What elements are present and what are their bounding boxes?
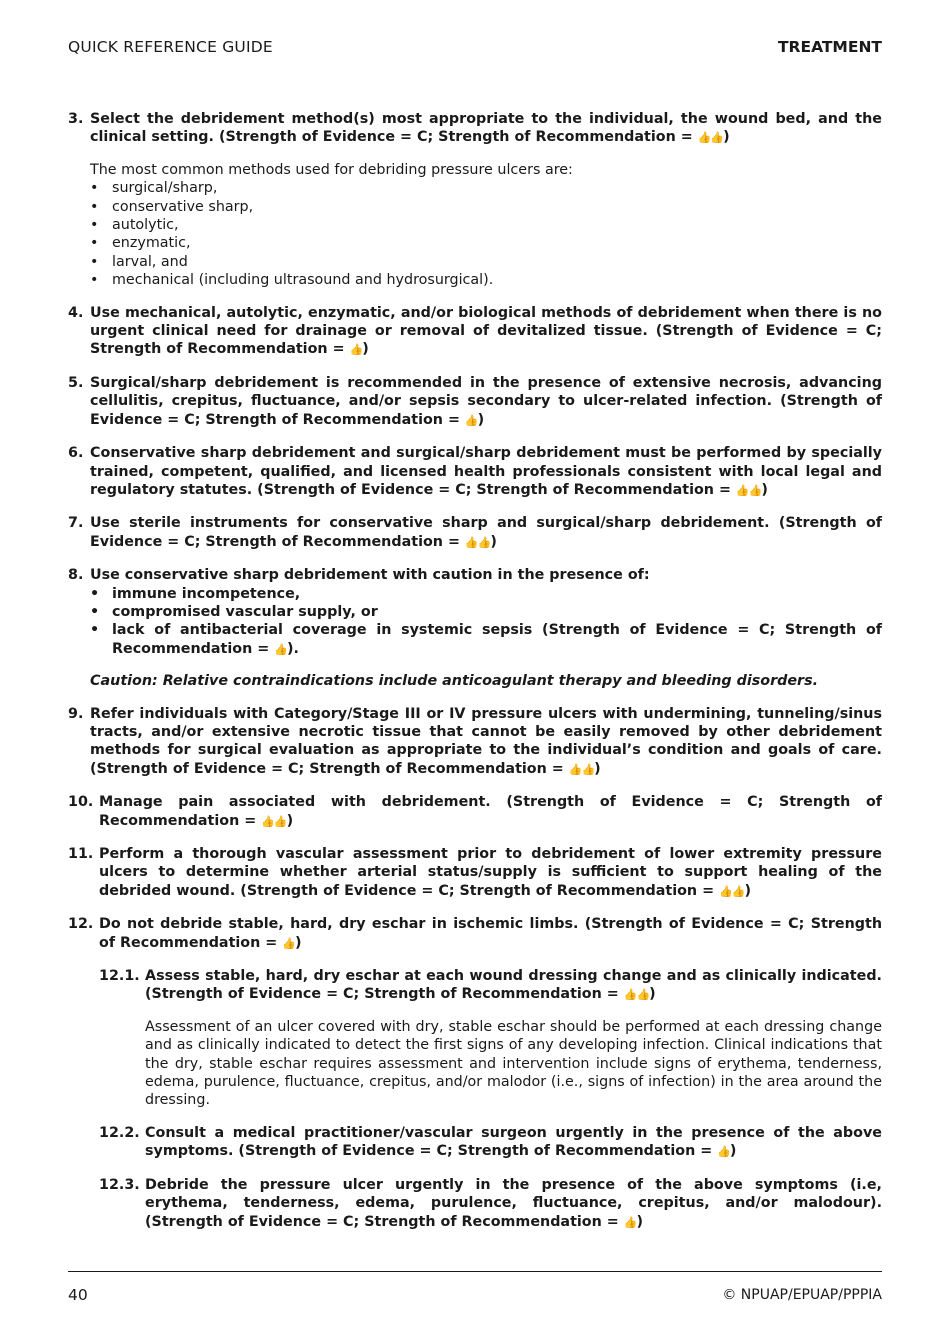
- list-item: • surgical/sharp,: [90, 179, 882, 197]
- eschar-assessment-note: Assessment of an ulcer covered with dry, stable eschar should be performed at each dressing change and as clinically indicated to detect the first signs of any developing infection. Clinical indications that the dry, stable eschar requires assessment and intervention include signs of erythema, tenderness, edema, purulence, fluctuance, crepitus, and/or malodor (i.e., signs of infection) in the area around the dressing.: [145, 1018, 882, 1109]
- thumbs-up-one-icon: 👍: [282, 936, 295, 950]
- thumbs-up-two-icon: 👍👍: [719, 884, 745, 898]
- thumbs-up-two-icon: 👍👍: [697, 131, 724, 145]
- thumbs-up-two-icon: 👍👍: [568, 762, 595, 776]
- running-header-section: TREATMENT: [777, 38, 882, 56]
- thumbs-up-one-icon: 👍: [464, 413, 478, 427]
- recommendation-4: 4. Use mechanical, autolytic, enzymatic, and/or biological methods of debridement when there is no urgent clinical need for drainage or removal of devitalized tissue. (Strength of Evidence = C; Strength of Recommendation = 👍): [68, 304, 882, 358]
- copyright-notice: © NPUAP/EPUAP/PPPIA: [722, 1287, 882, 1303]
- page-number: 40: [68, 1286, 88, 1304]
- recommendation-3: 3. Select the debridement method(s) most appropriate to the individual, the wound bed, and the clinical setting. (Strength of Evidence = C; Strength of Recommendation = 👍👍): [68, 111, 882, 146]
- running-header-title: QUICK REFERENCE GUIDE: [68, 38, 273, 56]
- list-item: • compromised vascular supply, or: [90, 603, 882, 621]
- caution-conditions-list: [90, 585, 882, 660]
- recommendation-12: 12. Do not debride stable, hard, dry eschar in ischemic limbs. (Strength of Evidence = C; Strength of Recommendation = 👍): [68, 916, 882, 951]
- list-item: • conservative sharp,: [90, 198, 882, 216]
- recommendation-6: 6. Conservative sharp debridement and surgical/sharp debridement must be performed by specially trained, competent, qualified, and licensed health professionals consistent with local legal and regulatory statutes. (Strength of Evidence = C; Strength of Recommendation = 👍👍): [68, 445, 882, 498]
- thumbs-up-two-icon: 👍👍: [464, 535, 491, 549]
- recommendation-7: 7. Use sterile instruments for conservative sharp and surgical/sharp debridement. (Strength of Evidence = C; Strength of Recommendation = 👍👍): [68, 515, 882, 550]
- recommendation-12-1: 12.1. Assess stable, hard, dry eschar at each wound dressing change and as clinically indicated. (Strength of Evidence = C; Strength of Recommendation = 👍👍): [99, 968, 882, 1003]
- thumbs-up-one-icon: 👍: [349, 343, 363, 357]
- footer-divider: [68, 1271, 882, 1272]
- list-item: • enzymatic,: [90, 234, 882, 252]
- thumbs-up-one-icon: 👍: [274, 642, 287, 656]
- recommendation-12-2: 12.2. Consult a medical practitioner/vascular surgeon urgently in the presence of the above symptoms. (Strength of Evidence = C; Strength of Recommendation = 👍): [99, 1124, 882, 1160]
- recommendation-11: 11. Perform a thorough vascular assessment prior to debridement of lower extremity pressure ulcers to determine whether arterial status/supply is sufficient to support healing of the debrided wound. (Strength of Evidence = C; Strength of Recommendation = 👍👍): [68, 846, 882, 899]
- thumbs-up-two-icon: 👍👍: [261, 814, 287, 828]
- list-item: • lack of antibacterial coverage in systemic sepsis (Strength of Evidence = C; Strength of Recommendation = 👍).: [90, 621, 882, 659]
- list-item: • mechanical (including ultrasound and hydrosurgical).: [90, 271, 882, 289]
- recommendations-content: [68, 110, 882, 1232]
- thumbs-up-one-icon: 👍: [623, 1215, 637, 1229]
- methods-intro: The most common methods used for debriding pressure ulcers are:: [90, 161, 573, 178]
- methods-list: [90, 179, 882, 289]
- recommendation-10: 10. Manage pain associated with debridement. (Strength of Evidence = C; Strength of Recommendation = 👍👍): [68, 794, 882, 829]
- recommendation-12-3: 12.3. Debride the pressure ulcer urgently in the presence of the above symptoms (i.e, erythema, tenderness, edema, purulence, fluctuance, crepitus, and/or malodour). (Strength of Evidence = C; Strength of Recommendation = 👍): [99, 1176, 882, 1230]
- recommendation-9: 9. Refer individuals with Category/Stage III or IV pressure ulcers with undermining, tunneling/sinus tracts, and/or extensive necrotic tissue that cannot be easily removed by other debridement methods for surgical evaluation as appropriate to the individual’s condition and goals of care. (Strength of Evidence = C; Strength of Recommendation = 👍👍): [68, 705, 882, 777]
- thumbs-up-two-icon: 👍👍: [623, 988, 650, 1002]
- list-item: • larval, and: [90, 253, 882, 271]
- caution-note: Caution: Relative contraindications include anticoagulant therapy and bleeding disorders.: [90, 673, 819, 690]
- thumbs-up-one-icon: 👍: [717, 1145, 730, 1159]
- recommendation-8: 8. Use conservative sharp debridement with caution in the presence of:: [68, 567, 650, 584]
- list-item: • immune incompetence,: [90, 585, 882, 603]
- thumbs-up-two-icon: 👍👍: [735, 483, 762, 497]
- recommendation-5: 5. Surgical/sharp debridement is recommended in the presence of extensive necrosis, advancing cellulitis, crepitus, fluctuance, and/or sepsis secondary to ulcer-related infection. (Strength of Evidence = C; Strength of Recommendation = 👍): [68, 374, 882, 428]
- list-item: • autolytic,: [90, 216, 882, 234]
